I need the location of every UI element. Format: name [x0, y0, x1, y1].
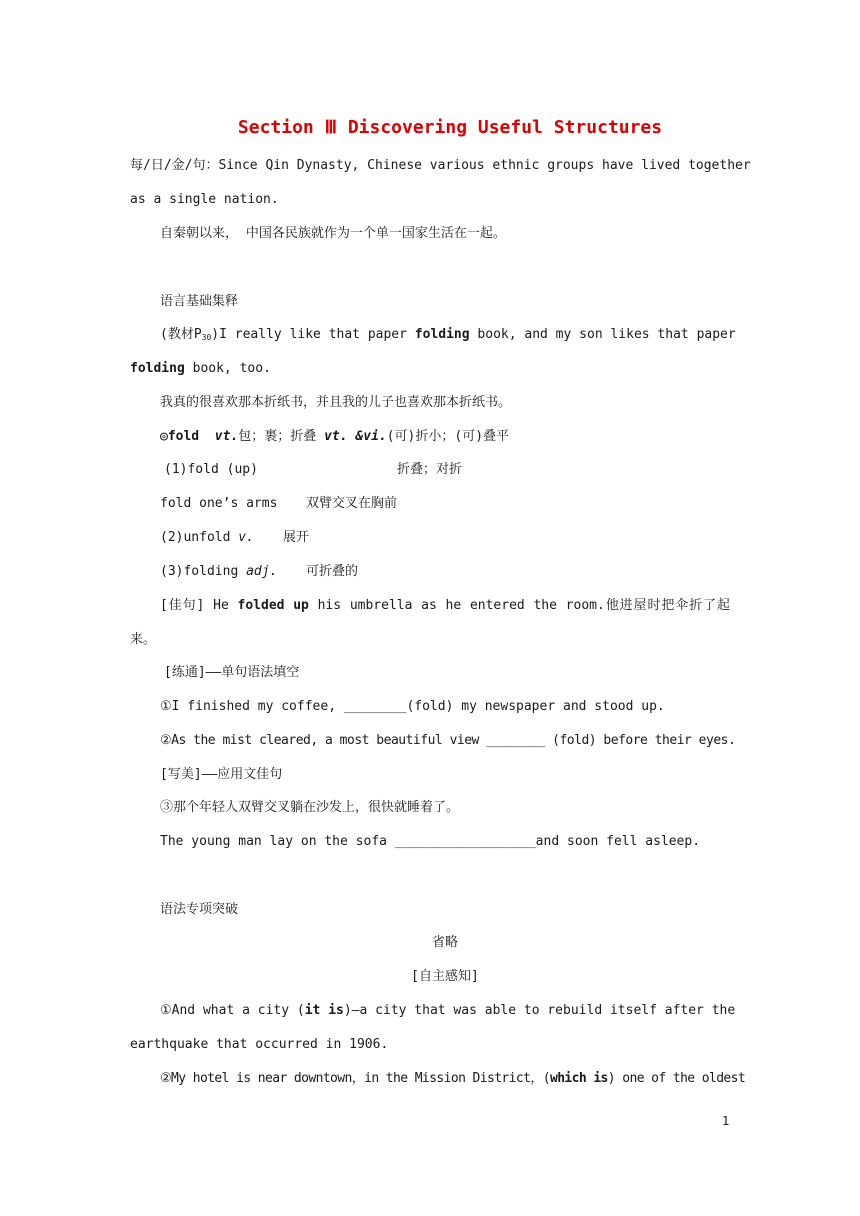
section-heading-basics: 语言基础集释 — [160, 294, 239, 309]
usage-fold-up: (1)fold (up) — [164, 462, 258, 477]
usage-fold-up-meaning: 折叠；对折 — [397, 462, 463, 477]
page-title: Section Ⅲ Discovering Useful Structures — [237, 117, 663, 138]
usage-folding-meaning: 可折叠的 — [306, 564, 359, 579]
daily-quote-translation: 自秦朝以来， 中国各民族就作为一个单一国家生活在一起。 — [160, 226, 506, 241]
usage-fold-arms: fold one’s arms — [160, 496, 278, 511]
page-number: 1 — [722, 1114, 730, 1128]
daily-quote-line2: as a single nation. — [130, 192, 279, 207]
usage-unfold-meaning: 展开 — [283, 530, 310, 545]
textbook-example-translation: 我真的很喜欢那本折纸书，并且我的儿子也喜欢那本折纸书。 — [160, 395, 512, 410]
grammar-topic: 省略 — [431, 935, 458, 950]
daily-quote-line1: 每/日/金/句：Since Qin Dynasty, Chinese various ethnic groups have lived together — [130, 158, 751, 173]
usage-unfold: (2)unfold v. — [160, 530, 254, 545]
section-heading-grammar: 语法专项突破 — [160, 902, 239, 917]
writing-label: [写美]——应用文佳句 — [160, 767, 283, 782]
grammar-example-2-line1: ②My hotel is near downtown，in the Mission District，(which is) one of the oldest — [160, 1071, 746, 1086]
practice-question-1: ①I finished my coffee, ________(fold) my newspaper and stood up. — [160, 699, 665, 714]
word-entry-fold: ◎fold vt.包；裹；折叠 vt. &vi.(可)折小；(可)叠平 — [160, 429, 510, 444]
best-sentence-line1: [佳句] He folded up his umbrella as he entered the room.他进屋时把伞折了起 — [160, 598, 730, 613]
textbook-example-line1: (教材$P_{30})I$ really like that paper folding book, and my son likes that paper — [160, 327, 736, 342]
textbook-example-line2: folding book, too. — [130, 361, 271, 376]
grammar-example-1-line1: ①And what a city (it is)—a city that was able to rebuild itself after the — [160, 1003, 736, 1018]
grammar-subheading: [自主感知] — [411, 969, 479, 984]
practice-question-2: ②As the mist cleared, a most beautiful view ________ (fold) before their eyes. — [160, 733, 736, 748]
usage-folding: (3)folding adj. — [160, 564, 278, 579]
practice-label: [练通]——单句语法填空 — [164, 665, 300, 680]
usage-fold-arms-meaning: 双臂交叉在胸前 — [306, 496, 398, 511]
best-sentence-line2: 来。 — [130, 632, 157, 647]
grammar-example-1-line2: earthquake that occurred in 1906. — [130, 1037, 389, 1052]
writing-question-3-english: The young man lay on the sofa __________________and soon fell asleep. — [160, 834, 701, 849]
writing-question-3: ③那个年轻人双臂交叉躺在沙发上，很快就睡着了。 — [160, 800, 460, 815]
